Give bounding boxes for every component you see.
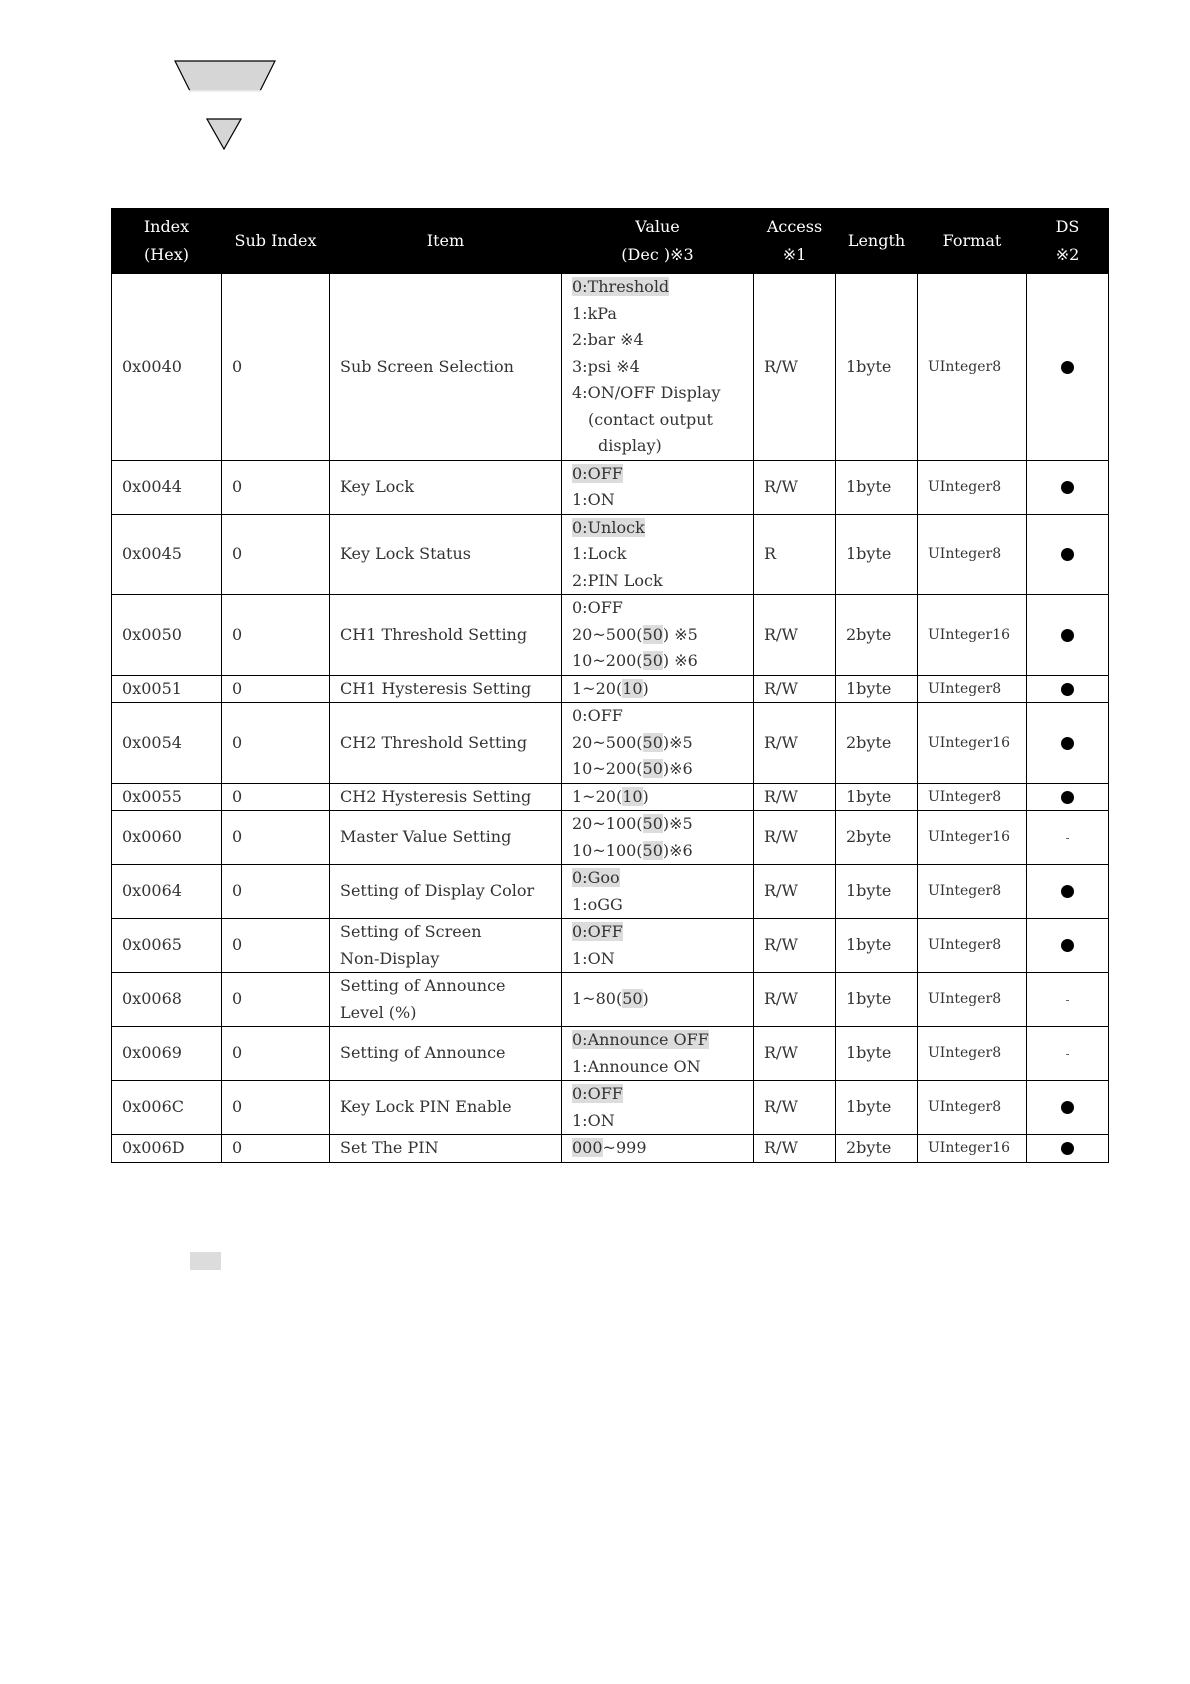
value-cell [562, 703, 754, 784]
value-line [572, 784, 743, 811]
sub-index-cell: 0 [222, 460, 330, 514]
filled-circle-icon [1061, 885, 1074, 898]
table-row [112, 811, 1109, 865]
sub-index-cell: 0 [222, 811, 330, 865]
value-cell [562, 919, 754, 973]
length-cell: 1byte [836, 460, 918, 514]
table-body [112, 274, 1109, 1163]
value-cell [562, 274, 754, 461]
value-line [572, 301, 743, 328]
access-cell: R/W [754, 783, 836, 811]
value-text: 1:Lock [572, 544, 627, 563]
value-text: 1:ON [572, 1110, 615, 1130]
ds-cell [1027, 675, 1109, 703]
access-cell: R/W [754, 460, 836, 514]
value-text: 1:kPa [572, 303, 617, 323]
value-text: 20~500( [572, 624, 643, 644]
ds-cell [1027, 1081, 1109, 1135]
value-line [572, 433, 743, 460]
default-value-text: 50 [642, 624, 663, 644]
item-header [330, 209, 562, 274]
value-text: )※6 [662, 840, 693, 860]
format-cell: UInteger8 [918, 514, 1027, 595]
value-text: ) ※6 [662, 651, 698, 670]
length-cell: 1byte [836, 274, 918, 461]
value-line [572, 461, 743, 488]
header-label: ※1 [782, 245, 807, 264]
default-value-text: 50 [642, 732, 663, 752]
value-line [572, 1108, 743, 1135]
item-line: Key Lock [340, 476, 415, 496]
ds-cell [1027, 1027, 1109, 1081]
access-cell: R/W [754, 274, 836, 461]
item-line: Setting of Screen [340, 922, 482, 941]
filled-circle-icon [1061, 629, 1074, 642]
access-cell: R/W [754, 1027, 836, 1081]
table-row [112, 675, 1109, 703]
ds-cell [1027, 783, 1109, 811]
value-line [572, 1027, 743, 1054]
sub-index-cell: 0 [222, 973, 330, 1027]
value-line [572, 354, 743, 381]
default-value-text: 000 [572, 1138, 603, 1157]
access-cell: R/W [754, 919, 836, 973]
length-cell: 2byte [836, 595, 918, 676]
value-line [572, 703, 743, 730]
item-line: Non-Display [340, 948, 440, 968]
sub-index-cell: 0 [222, 703, 330, 784]
value-cell [562, 460, 754, 514]
filled-circle-icon [1061, 737, 1074, 750]
value-line [572, 568, 743, 595]
item-cell [330, 514, 562, 595]
value-text: 0:OFF [572, 706, 623, 725]
access-cell: R/W [754, 703, 836, 784]
value-text: 20~500( [572, 732, 643, 752]
sub-index-header [222, 209, 330, 274]
ds-cell [1027, 595, 1109, 676]
table-header-row [112, 209, 1109, 274]
default-value-text: 0:Goo [572, 868, 620, 887]
value-line [572, 811, 743, 838]
value-text: 10~200( [572, 759, 643, 778]
item-cell [330, 595, 562, 676]
format-cell: UInteger8 [918, 919, 1027, 973]
value-cell [562, 865, 754, 919]
header-label: Sub Index [234, 231, 317, 250]
ds-cell [1027, 865, 1109, 919]
format-cell: UInteger8 [918, 865, 1027, 919]
item-line: Master Value Setting [340, 827, 512, 847]
index-cell: 0x0050 [112, 595, 222, 676]
format-cell: UInteger16 [918, 595, 1027, 676]
value-line [572, 730, 743, 757]
header-label: Length [847, 231, 906, 250]
access-cell: R/W [754, 675, 836, 703]
filled-circle-icon [1061, 683, 1074, 696]
item-line: Key Lock Status [340, 544, 471, 563]
access-cell: R/W [754, 865, 836, 919]
default-value-text: 50 [622, 989, 643, 1009]
length-cell: 2byte [836, 811, 918, 865]
sub-index-cell: 0 [222, 783, 330, 811]
item-cell [330, 703, 562, 784]
filled-circle-icon [1061, 548, 1074, 561]
index-header [112, 209, 222, 274]
value-text: 2:bar ※4 [572, 330, 644, 349]
value-cell [562, 783, 754, 811]
table-row [112, 514, 1109, 595]
default-value-text: 50 [642, 840, 663, 860]
sub-index-cell: 0 [222, 514, 330, 595]
value-text: 1:oGG [572, 894, 623, 914]
index-cell: 0x0064 [112, 865, 222, 919]
value-line [572, 892, 743, 919]
default-value-text: 0:Unlock [572, 517, 645, 537]
item-cell [330, 274, 562, 461]
value-line [572, 595, 743, 622]
item-cell [330, 1081, 562, 1135]
ds-dash-text: - [1065, 992, 1070, 1007]
item-line: Key Lock PIN Enable [340, 1097, 512, 1117]
sub-index-cell: 0 [222, 865, 330, 919]
item-line: CH2 Threshold Setting [340, 732, 528, 752]
table-row [112, 595, 1109, 676]
item-cell [330, 865, 562, 919]
value-line [572, 487, 743, 514]
value-text: ~999 [602, 1138, 647, 1157]
value-line [572, 919, 743, 946]
index-cell: 0x0045 [112, 514, 222, 595]
item-line: CH1 Threshold Setting [340, 624, 528, 644]
value-text: 1:Announce ON [572, 1056, 701, 1076]
access-cell: R/W [754, 1135, 836, 1163]
format-cell: UInteger8 [918, 675, 1027, 703]
value-text: 1~80( [572, 989, 623, 1009]
value-line [572, 541, 743, 568]
length-cell: 1byte [836, 973, 918, 1027]
value-line [572, 407, 743, 434]
access-cell: R [754, 514, 836, 595]
header-label: Index [143, 217, 190, 236]
sub-index-cell: 0 [222, 675, 330, 703]
index-cell: 0x006D [112, 1135, 222, 1163]
ds-cell [1027, 919, 1109, 973]
item-line: Sub Screen Selection [340, 356, 514, 376]
ds-cell [1027, 514, 1109, 595]
item-cell [330, 1027, 562, 1081]
header-label: (Dec )※3 [621, 245, 694, 264]
filled-circle-icon [1061, 361, 1074, 374]
header-label: (Hex) [144, 245, 189, 264]
item-cell [330, 1135, 562, 1163]
length-cell: 1byte [836, 514, 918, 595]
item-cell [330, 811, 562, 865]
value-line [572, 380, 743, 407]
sub-index-cell: 0 [222, 919, 330, 973]
sub-index-cell: 0 [222, 274, 330, 461]
value-cell [562, 595, 754, 676]
value-line [572, 515, 743, 542]
access-cell: R/W [754, 1081, 836, 1135]
ds-cell [1027, 460, 1109, 514]
value-text: 1~20( [572, 678, 623, 698]
value-text: 10~200( [572, 651, 643, 670]
table-row [112, 783, 1109, 811]
value-text: 10~100( [572, 840, 643, 860]
default-value-text: 50 [642, 651, 663, 670]
item-line: CH1 Hysteresis Setting [340, 678, 532, 698]
table-row [112, 1081, 1109, 1135]
value-text: ) [642, 678, 649, 698]
format-cell: UInteger16 [918, 1135, 1027, 1163]
ds-header [1027, 209, 1109, 274]
length-cell: 1byte [836, 783, 918, 811]
table-row [112, 973, 1109, 1027]
header-label: Access [766, 217, 823, 236]
table-row [112, 460, 1109, 514]
format-cell: UInteger8 [918, 1027, 1027, 1081]
format-cell: UInteger8 [918, 460, 1027, 514]
default-value-text: 50 [642, 814, 663, 833]
item-cell [330, 675, 562, 703]
sub-index-cell: 0 [222, 1081, 330, 1135]
item-line: Level (%) [340, 1002, 417, 1022]
value-text: 2:PIN Lock [572, 570, 663, 590]
value-text: ) [642, 786, 649, 806]
value-text: 1~20( [572, 786, 623, 806]
table-row [112, 919, 1109, 973]
index-cell: 0x0054 [112, 703, 222, 784]
table-row [112, 1027, 1109, 1081]
item-cell [330, 783, 562, 811]
value-cell [562, 1081, 754, 1135]
item-line: Setting of Display Color [340, 881, 535, 901]
default-value-text: 0:OFF [572, 463, 623, 483]
index-cell: 0x006C [112, 1081, 222, 1135]
table-row [112, 1135, 1109, 1163]
index-cell: 0x0040 [112, 274, 222, 461]
header-triangle-shape [206, 118, 242, 150]
item-cell [330, 973, 562, 1027]
header-trapezoid-shape [174, 60, 276, 92]
format-cell: UInteger8 [918, 1081, 1027, 1135]
parameter-table [111, 208, 1109, 1163]
value-text: 1:ON [572, 948, 615, 968]
value-cell [562, 1135, 754, 1163]
value-text: 4:ON/OFF Display [572, 383, 721, 402]
value-header [562, 209, 754, 274]
length-cell: 1byte [836, 675, 918, 703]
length-cell: 1byte [836, 1081, 918, 1135]
table-row [112, 274, 1109, 461]
default-value-text: 50 [642, 759, 663, 778]
item-line: Setting of Announce [340, 976, 506, 995]
value-line [572, 676, 743, 703]
default-value-text: 0:Threshold [572, 277, 670, 296]
ds-cell [1027, 274, 1109, 461]
item-cell [330, 919, 562, 973]
header-label: Value [635, 217, 680, 236]
table-row [112, 865, 1109, 919]
value-text: 3:psi ※4 [572, 356, 640, 376]
default-value-text: 0:OFF [572, 1084, 623, 1103]
value-line [572, 274, 743, 301]
format-header [918, 209, 1027, 274]
index-cell: 0x0044 [112, 460, 222, 514]
filled-circle-icon [1061, 1101, 1074, 1114]
value-line [572, 622, 743, 649]
format-cell: UInteger8 [918, 783, 1027, 811]
item-line: CH2 Hysteresis Setting [340, 786, 532, 806]
length-cell: 2byte [836, 1135, 918, 1163]
value-cell [562, 973, 754, 1027]
value-line [572, 946, 743, 973]
access-cell: R/W [754, 595, 836, 676]
value-cell [562, 811, 754, 865]
value-line [572, 756, 743, 783]
header-label: ※2 [1055, 245, 1080, 264]
header-label: Item [426, 231, 465, 250]
length-cell: 2byte [836, 703, 918, 784]
table-row [112, 703, 1109, 784]
value-text: 20~100( [572, 814, 643, 833]
default-value-text: 0:OFF [572, 922, 623, 941]
value-text: )※6 [662, 759, 693, 778]
item-line: Setting of Announce [340, 1043, 506, 1063]
value-text: ) [642, 989, 649, 1009]
value-cell [562, 675, 754, 703]
index-cell: 0x0068 [112, 973, 222, 1027]
value-line [572, 986, 743, 1013]
index-cell: 0x0069 [112, 1027, 222, 1081]
value-text: display) [598, 436, 662, 455]
ds-cell [1027, 811, 1109, 865]
value-line [572, 1081, 743, 1108]
filled-circle-icon [1061, 791, 1074, 804]
ds-cell [1027, 1135, 1109, 1163]
access-cell: R/W [754, 811, 836, 865]
index-cell: 0x0065 [112, 919, 222, 973]
value-line [572, 327, 743, 354]
ds-dash-text: - [1065, 830, 1070, 845]
item-line: Set The PIN [340, 1138, 439, 1157]
filled-circle-icon [1061, 1142, 1074, 1155]
length-cell: 1byte [836, 1027, 918, 1081]
default-value-legend-swatch [190, 1252, 221, 1270]
value-text: )※5 [662, 732, 693, 752]
index-cell: 0x0055 [112, 783, 222, 811]
length-cell: 1byte [836, 919, 918, 973]
ds-dash-text: - [1065, 1046, 1070, 1061]
filled-circle-icon [1061, 481, 1074, 494]
index-cell: 0x0060 [112, 811, 222, 865]
ds-cell [1027, 973, 1109, 1027]
value-line [572, 648, 743, 675]
value-text: 0:OFF [572, 598, 623, 617]
length-cell: 1byte [836, 865, 918, 919]
default-value-text: 10 [622, 678, 643, 698]
value-line [572, 865, 743, 892]
value-cell [562, 514, 754, 595]
index-cell: 0x0051 [112, 675, 222, 703]
value-line [572, 838, 743, 865]
access-cell: R/W [754, 973, 836, 1027]
sub-index-cell: 0 [222, 595, 330, 676]
sub-index-cell: 0 [222, 1027, 330, 1081]
value-line [572, 1054, 743, 1081]
value-text: 1:ON [572, 490, 615, 509]
header-label: Format [942, 231, 1002, 250]
format-cell: UInteger16 [918, 811, 1027, 865]
header-label: DS [1055, 217, 1080, 236]
value-text: (contact output [588, 409, 713, 429]
sub-index-cell: 0 [222, 1135, 330, 1163]
length-header [836, 209, 918, 274]
default-value-text: 0:Announce OFF [572, 1030, 709, 1049]
value-line [572, 1135, 743, 1162]
format-cell: UInteger16 [918, 703, 1027, 784]
value-text: )※5 [662, 814, 693, 833]
filled-circle-icon [1061, 939, 1074, 952]
value-text: ) ※5 [662, 624, 698, 644]
value-cell [562, 1027, 754, 1081]
item-cell [330, 460, 562, 514]
format-cell: UInteger8 [918, 274, 1027, 461]
ds-cell [1027, 703, 1109, 784]
access-header [754, 209, 836, 274]
default-value-text: 10 [622, 786, 643, 806]
format-cell: UInteger8 [918, 973, 1027, 1027]
